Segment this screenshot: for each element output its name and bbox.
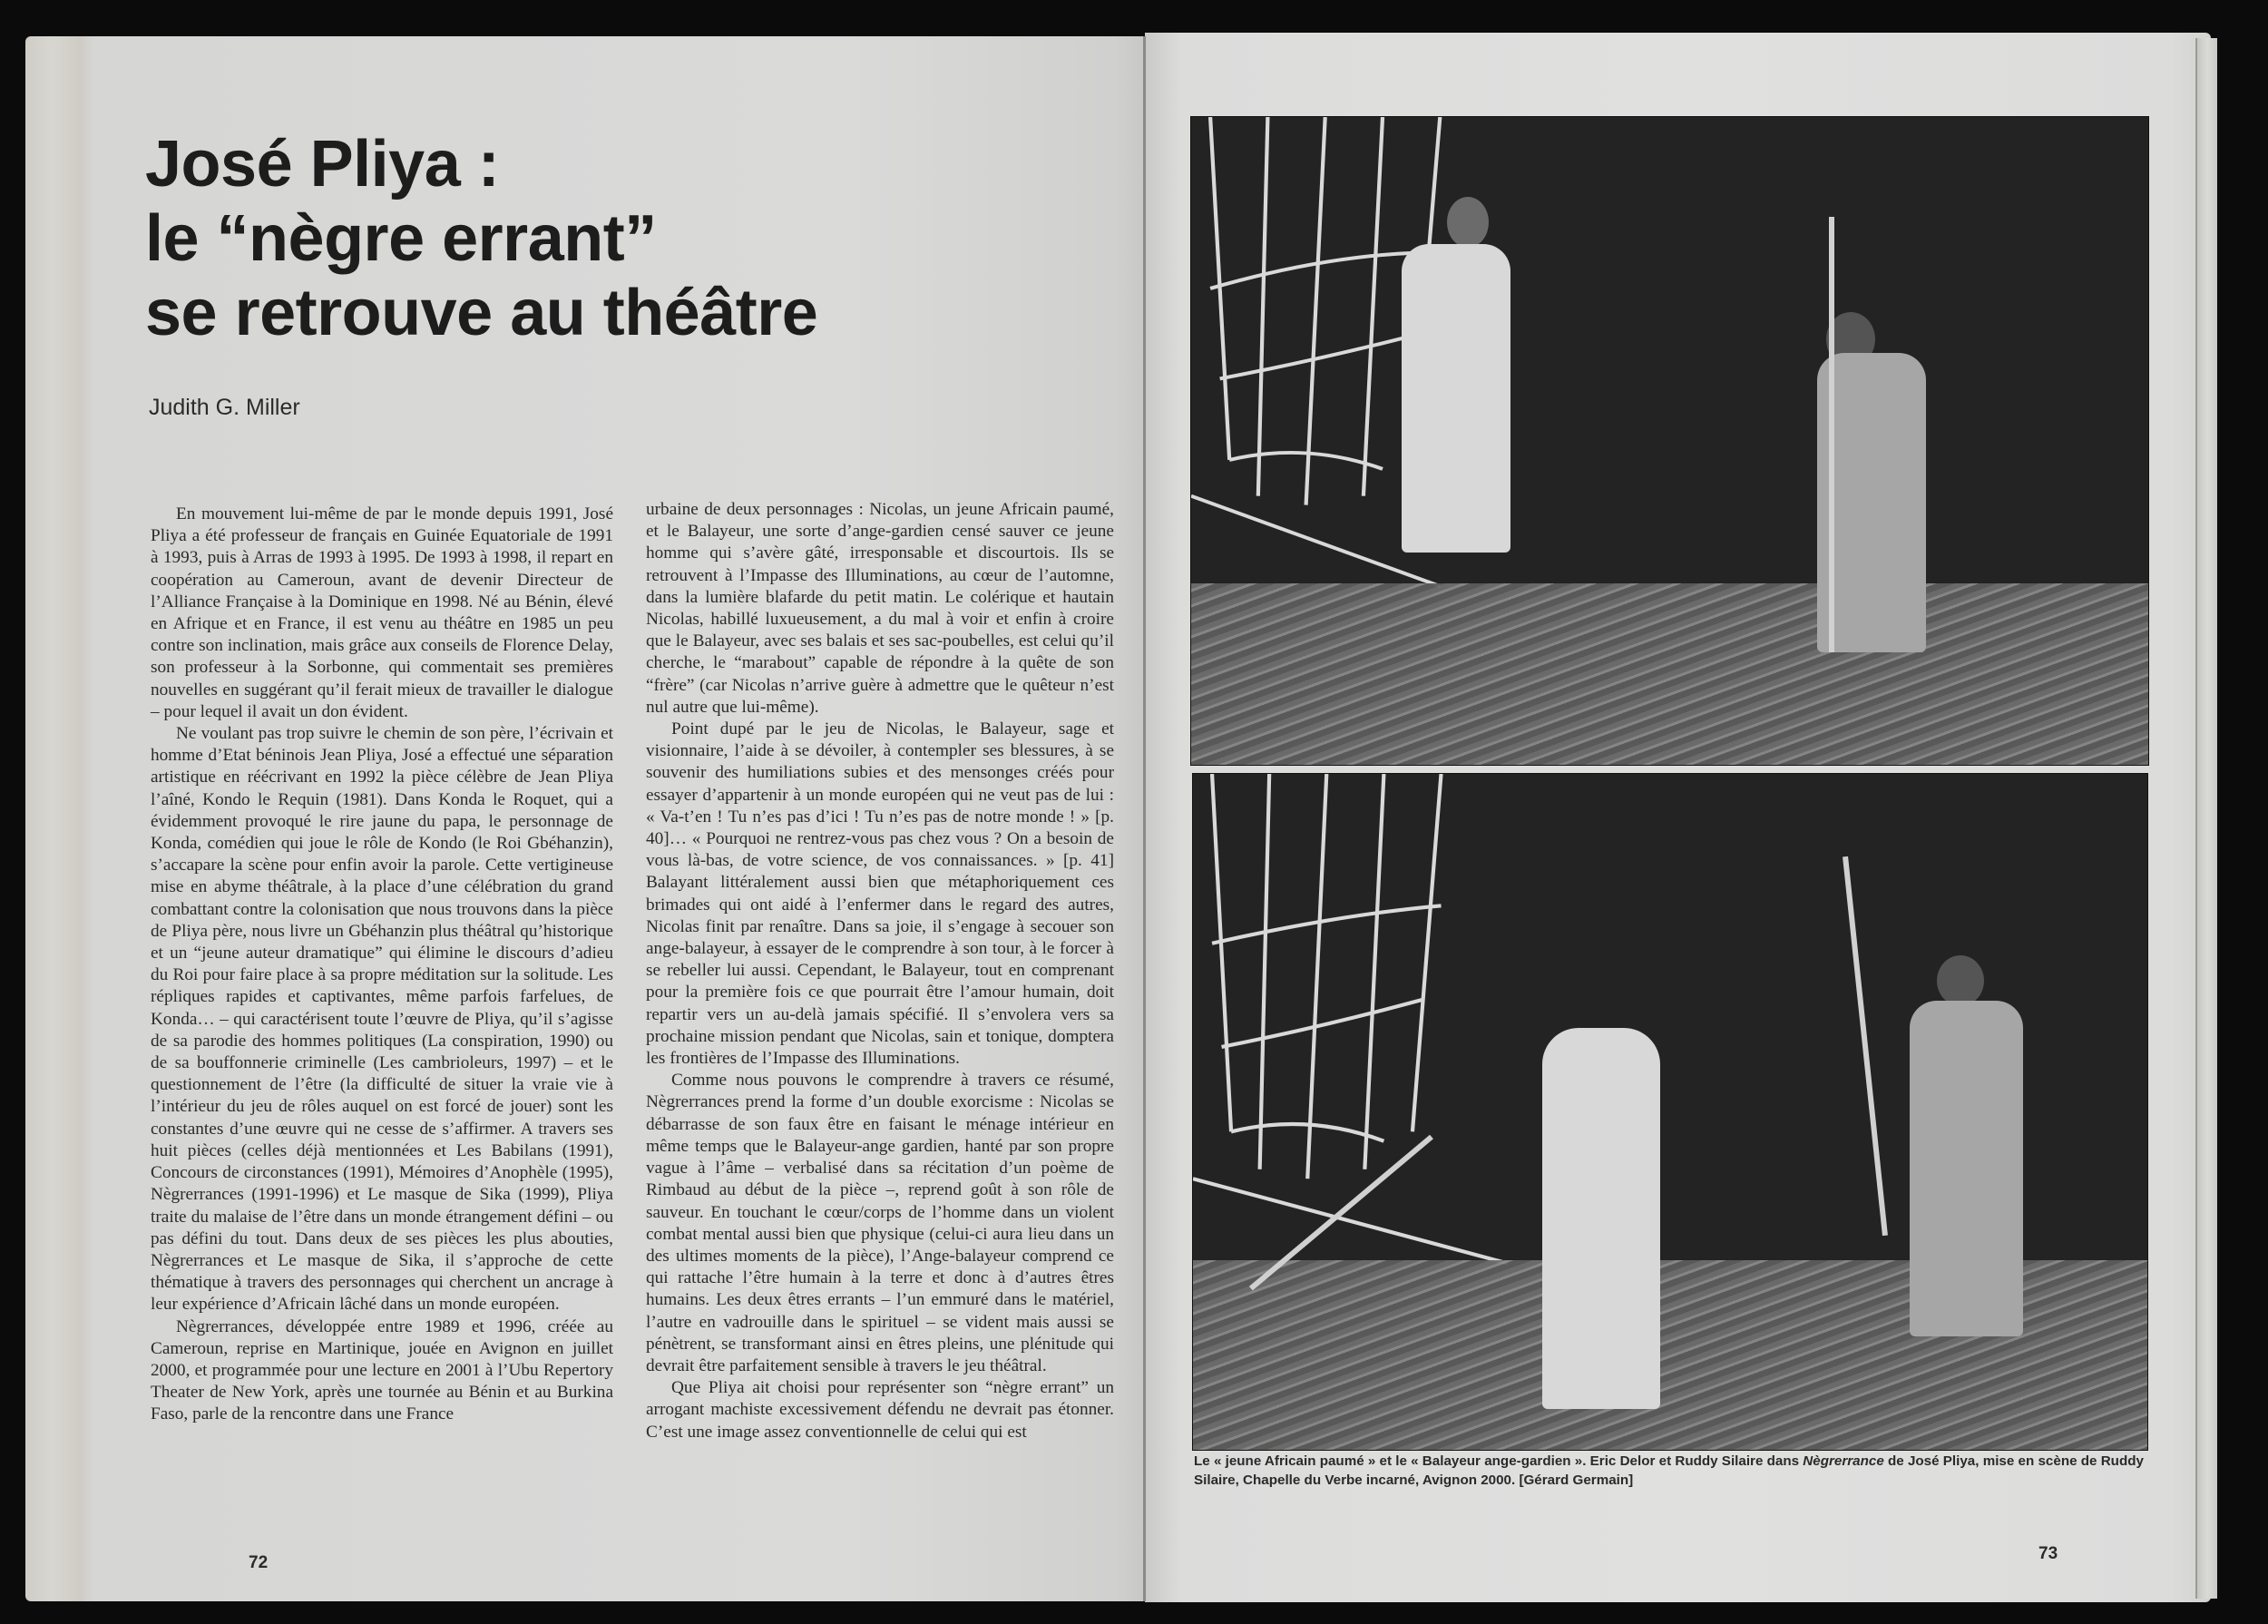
actor-head <box>1937 955 1984 1006</box>
author-byline: Judith G. Miller <box>149 395 300 420</box>
broom-handle <box>1829 217 1834 652</box>
stage-photo-2 <box>1192 773 2148 1451</box>
actor-balayeur <box>1910 1001 2023 1336</box>
photo-caption <box>1194 1452 2156 1490</box>
rope-net-graphic <box>1193 774 1575 1301</box>
caption-text: Le « jeune Africain paumé » et le « Balayeur ange-gardien ». Eric Delor et Ruddy Silaire dans <box>1194 1453 1804 1469</box>
page-stack-edge <box>2195 38 2217 1599</box>
paragraph: En mouvement lui-même de par le monde depuis 1991, José Pliya a été professeur de français en Guinée Equatoriale de 1991 à 1993, puis à Arras de 1993 à 1995. De 1993 à 1998, il repart en coopération au Cameroun, avant de devenir Directeur de l’Alliance Française à la Dominique en 1998. Né au Bénin, élevé en Afrique et en France, il est venu au théâtre en 1985 un peu contre son inclination, mais grâce aux conseils de Florence Delay, son professeur à la Sorbonne, qui commentait ses premières nouvelles en suggérant qu’il ferait mieux de travailler le dialogue – pour lequel il avait un don évident. <box>151 504 613 721</box>
paragraph: Point dupé par le jeu de Nicolas, le Balayeur, sage et visionnaire, l’aide à se dévoiler, à contempler ses blessures, à se souvenir des humiliations subies et des mensonges créés pour essayer d’appartenir à un monde européen qui ne veut pas de lui : « Va-t’en ! Tu n’es pas d’ici ! Tu n’es pas de notre monde ! » [p. 40]… « Pourquoi ne rentrez-vous pas chez vous ? On a besoin de vous là-bas, de votre science, de vos connaissances. » [p. 41] Balayant littéralement aussi bien que métaphoriquement ces brimades qui ont aidé à l’enfermer dans le regard des autres, Nicolas finit par renaître. Dans sa joie, il s’engage à secouer son ange-balayeur, à essayer de le comprendre à son tour, à le forcer à se rebeller lui aussi. Cependant, le Balayeur, tout en comprenant pour la première fois ce que pourrait être l’amour humain, doit repartir vers un au-delà jamais spécifié. Il s’envolera vers sa prochaine mission pendant que Nicolas, sain et tonique, domptera les frontières de l’Impasse des Illuminations. <box>646 719 1114 1069</box>
rope-net-graphic <box>1191 117 1574 622</box>
article-title <box>145 127 817 350</box>
title-line: José Pliya : <box>145 128 500 201</box>
page-number-right: 73 <box>2038 1544 2058 1563</box>
paragraph: Comme nous pouvons le comprendre à travers ce résumé, Nègrerrances prend la forme d’un double exorcisme : Nicolas se débarrasse de son faux être en faisant le ménage intérieur en même temps que le Balayeur-ange gardien, hanté par son propre vague à l’âme – verbalisé dans sa récitation d’un poème de Rimbaud au début de la pièce –, reprend goût à son rôle de sauveur. En touchant le cœur/corps de l’homme dans un violent combat mental aussi bien que physique (celui-ci aura lieu dans un des ultimes moments de la pièce), l’Ange-balayeur comprend ce qui rattache l’être humain à la terre et donc à d’autres êtres humains. Les deux êtres errants – l’un emmuré dans le matériel, l’autre en vadrouille dans le spirituel – se vident mais aussi se pénètrent, se transformant ainsi en êtres pleins, une plénitude qui devrait être parfaitement sensible à travers le jeu théâtral. <box>646 1071 1114 1375</box>
broom-handle <box>1843 856 1888 1236</box>
text-column-1 <box>151 504 613 1426</box>
actor-head <box>1447 197 1489 248</box>
stage-photo-1 <box>1190 116 2149 766</box>
paragraph: Ne voulant pas trop suivre le chemin de son père, l’écrivain et homme d’Etat béninois Jean Pliya, José a effectué une séparation artistique en réécrivant en 1992 la pièce célèbre de Jean Pliya l’aîné, Kondo le Requin (1981). Dans Konda le Roquet, qui a évidemment provoqué le rire jaune du papa, le personnage de Konda, comédien qui joue le rôle de Kondo (le Roi Gbéhanzin), s’accapare la scène pour enfin avoir la parole. Cette vertigineuse mise en abyme théâtrale, à la place d’une célébration du grand combattant contre la colonisation que nous trouvons dans la pièce de Pliya père, nous livre un Gbéhanzin plus théâtral qu’historique et un “jeune auteur dramatique” qui élimine le discours d’adieu du Roi pour faire place à sa propre méditation sur la solitude. Les répliques rapides et captivantes, même parfois farfelues, de Konda… – qui caractérisent toute l’œuvre de Pliya, qu’il s’agisse de sa parodie des hommes politiques (La conspiration, 1990) ou de sa bouffonnerie criminelle (Les cambrioleurs, 1997) – et le questionnement de l’être (la difficulté de situer la vraie vie à l’intérieur du jeu de rôles auquel on est forcé de jouer) sont les constantes d’une œuvre qui ne cesse de s’affirmer. A travers ses huit pièces (celles déjà mentionnées et Les Babilans (1991), Concours de circonstances (1991), Mémoires d’Anophèle (1995), Nègrerrances (1991-1996) et Le masque de Sika (1999), Pliya traite du malaise de l’être dans un monde étrangement défini – ou pas défini du tout. Dans deux de ses pièces les plus abouties, Nègrerrances et Le masque de Sika, il s’approche de cette thématique à travers des personnages qui cherchent un ancrage à leur expérience d’Africain lâché dans un monde européen. <box>151 724 613 1315</box>
paragraph: urbaine de deux personnages : Nicolas, un jeune Africain paumé, et le Balayeur, une sorte d’ange-gardien censé sauver ce jeune homme qui s’avère gâté, irresponsable et discourtois. Ils se retrouvent à l’Impasse des Illuminations, au cœur de l’automne, dans la lumière blafarde du petit matin. Le colérique et hautain Nicolas, habillé luxueusement, a du mal à voir et enfin à croire que le Balayeur, avec ses balais et ses sac-poubelles, est celui qu’il cherche, le “marabout” capable de répondre à la quête de son “frère” (car Nicolas n’arrive guère à admettre que le quêteur n’est nul autre que lui-même). <box>646 500 1114 717</box>
actor-nicolas <box>1402 244 1510 553</box>
text-column-2 <box>646 499 1114 1443</box>
book-gutter <box>1143 36 1146 1601</box>
paragraph: Nègrerrances, développée entre 1989 et 1996, créée au Cameroun, reprise en Martinique, jouée en Avignon en juillet 2000, et programmée pour une lecture en 2001 à l’Ubu Repertory Theater de New York, après une tournée au Bénin et au Burkina Faso, parle de la rencontre dans une France <box>151 1316 613 1424</box>
title-line: se retrouve au théâtre <box>145 277 818 349</box>
caption-play-title: Nègrerrance <box>1803 1453 1884 1469</box>
paragraph: Que Pliya ait choisi pour représenter son “nègre errant” un arrogant machiste excessivement défendu ne devrait pas étonner. C’est une image assez conventionnelle de celui qui est <box>646 1378 1114 1442</box>
stage-floor <box>1191 583 2148 765</box>
title-line: le “nègre errant” <box>145 202 657 275</box>
caption-text: de José Pliya, mise en scène de Ruddy Silaire, Chapelle du Verbe incarné, Avignon 2000. [Gérard Germain] <box>1194 1453 2144 1488</box>
page-number-left: 72 <box>249 1553 269 1572</box>
actor-nicolas-sweeping <box>1542 1028 1660 1409</box>
